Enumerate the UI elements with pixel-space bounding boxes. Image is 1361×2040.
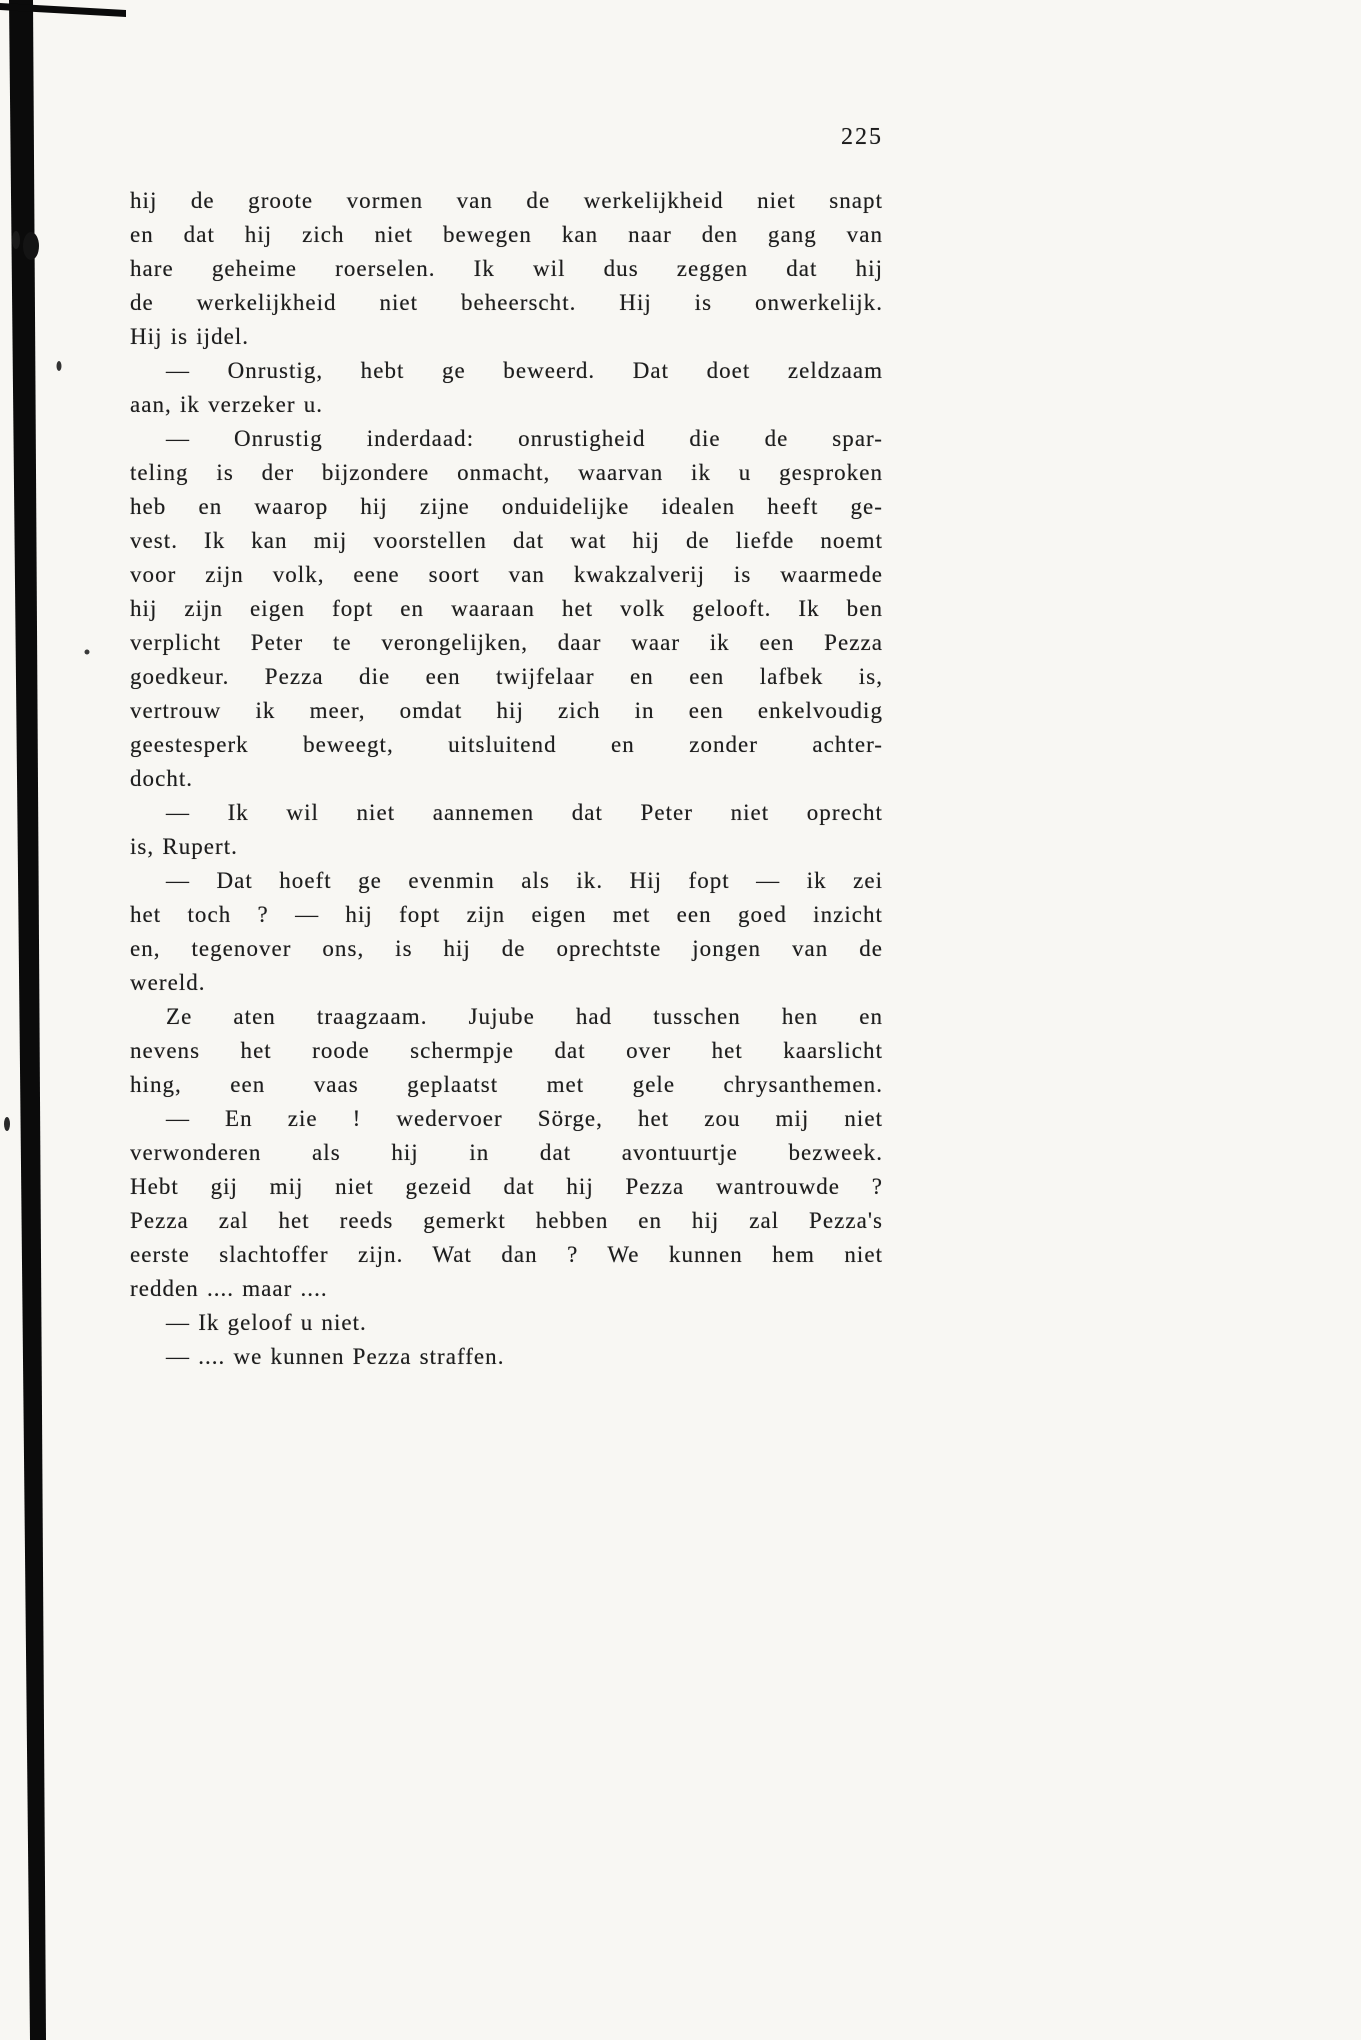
- text-line: hij de groote vormen van de werkelijkheid niet snapt: [130, 188, 883, 213]
- text-line: — .... we kunnen Pezza straffen.: [166, 1344, 505, 1369]
- ink-mark: [57, 361, 62, 371]
- text-line: eerste slachtoffer zijn. Wat dan ? We kunnen hem niet: [130, 1242, 883, 1267]
- text-line: — Dat hoeft ge evenmin als ik. Hij fopt — ik zei: [166, 868, 883, 893]
- page-number: 225: [841, 124, 883, 150]
- text-line: Pezza zal het reeds gemerkt hebben en hij zal Pezza's: [130, 1208, 883, 1233]
- top-edge-line: [0, 3, 126, 17]
- text-line: geestesperk beweegt, uitsluitend en zonder achter-: [130, 732, 883, 757]
- text-line: hare geheime roerselen. Ik wil dus zeggen dat hij: [130, 256, 883, 281]
- text-line: Hebt gij mij niet gezeid dat hij Pezza wantrouwde ?: [130, 1174, 883, 1199]
- text-line: — Ik wil niet aannemen dat Peter niet oprecht: [166, 800, 883, 825]
- text-line: het toch ? — hij fopt zijn eigen met een goed inzicht: [130, 902, 883, 927]
- binding-bar: [9, 0, 46, 2040]
- text-line: docht.: [130, 766, 194, 791]
- text-line: en dat hij zich niet bewegen kan naar den gang van: [130, 222, 883, 247]
- text-line: vertrouw ik meer, omdat hij zich in een enkelvoudig: [130, 698, 883, 723]
- text-line: Hij is ijdel.: [130, 324, 250, 349]
- text-line: aan, ik verzeker u.: [130, 392, 324, 417]
- text-line: — Onrustig inderdaad: onrustigheid die de spar-: [166, 426, 883, 451]
- text-line: redden .... maar ....: [130, 1276, 328, 1301]
- text-line: — Onrustig, hebt ge beweerd. Dat doet zeldzaam: [166, 358, 883, 383]
- text-line: — En zie ! wedervoer Sörge, het zou mij niet: [166, 1106, 883, 1131]
- text-line: de werkelijkheid niet beheerscht. Hij is onwerkelijk.: [130, 290, 883, 315]
- text-line: hing, een vaas geplaatst met gele chrysanthemen.: [130, 1072, 883, 1097]
- text-block: [130, 184, 883, 1374]
- text-line: Ze aten traagzaam. Jujube had tusschen hen en: [166, 1004, 883, 1029]
- ink-mark: [4, 1117, 10, 1131]
- text-line: vest. Ik kan mij voorstellen dat wat hij de liefde noemt: [130, 528, 883, 553]
- text-line: heb en waarop hij zijne onduidelijke idealen heeft ge-: [130, 494, 883, 519]
- text-line: hij zijn eigen fopt en waaraan het volk gelooft. Ik ben: [130, 596, 883, 621]
- text-line: voor zijn volk, eene soort van kwakzalverij is waarmede: [130, 562, 883, 587]
- text-line: goedkeur. Pezza die een twijfelaar en een lafbek is,: [130, 664, 883, 689]
- text-line: is, Rupert.: [130, 834, 238, 859]
- ink-mark: [85, 650, 90, 655]
- ink-mark: [12, 231, 20, 249]
- text-line: nevens het roode schermpje dat over het kaarslicht: [130, 1038, 883, 1063]
- text-line: en, tegenover ons, is hij de oprechtste jongen van de: [130, 936, 883, 961]
- ink-mark: [23, 232, 39, 260]
- text-line: verwonderen als hij in dat avontuurtje bezweek.: [130, 1140, 883, 1165]
- text-line: wereld.: [130, 970, 206, 995]
- text-line: teling is der bijzondere onmacht, waarvan ik u gesproken: [130, 460, 883, 485]
- text-line: verplicht Peter te verongelijken, daar waar ik een Pezza: [130, 630, 883, 655]
- text-line: — Ik geloof u niet.: [166, 1310, 367, 1335]
